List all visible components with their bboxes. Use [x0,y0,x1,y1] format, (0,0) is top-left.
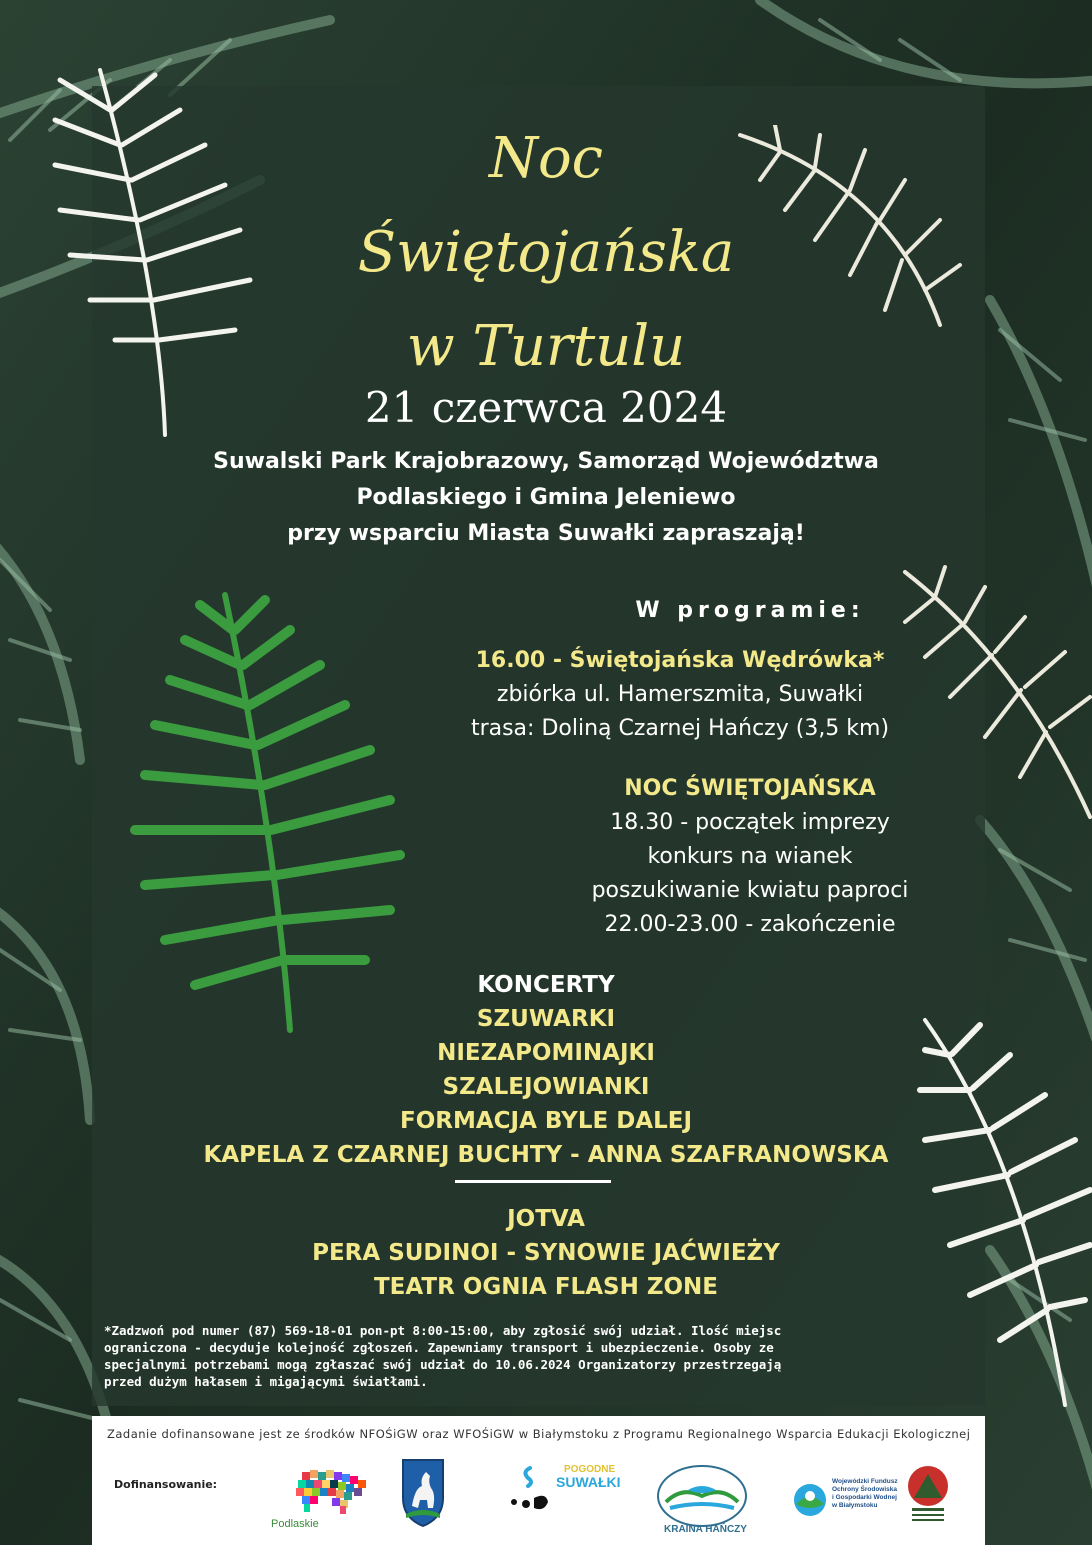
wfosigw-logo [792,1472,922,1532]
footnote-line: specjalnymi potrzebami mogą zgłaszać swój udział do 10.06.2024 Organizatorzy przestrzegają [104,1357,782,1372]
wfosigw-emblem-icon [792,1482,828,1518]
organizers-line-3: przy wsparciu Miasta Suwałki zapraszają! [287,521,805,546]
organizers-text [0,444,1092,552]
walk-meeting-point: zbiórka ul. Hamerszmita, Suwałki [496,682,864,707]
pogodne-suwalki-logo [504,1460,624,1530]
concert-item: TEATR OGNIA FLASH ZONE [373,1274,719,1300]
section-divider [455,1180,611,1183]
night-title: NOC ŚWIĘTOJAŃSKA [624,776,876,801]
cofinancing-label: Dofinansowanie: [114,1478,218,1491]
pogodne-suwalki-mark-icon [504,1464,554,1520]
kraina-hanczy-logo [652,1456,752,1544]
wfosigw-line: i Gospodarki Wodnej [832,1494,897,1501]
walk-route: trasa: Doliną Czarnej Hańczy (3,5 km) [470,716,890,741]
night-item: 18.30 - początek imprezy [610,810,890,835]
pogodne-label: POGODNE [564,1464,616,1475]
organizers-line-1: Suwalski Park Krajobrazowy, Samorząd Województwa [213,449,879,474]
coat-of-arms-icon [400,1458,446,1528]
kraina-hanczy-label: KRAINA HAŃCZY [664,1524,747,1535]
wfosigw-line: Ochrony Środowiska [832,1486,898,1493]
night-item: 22.00-23.00 - zakończenie [604,912,896,937]
night-item: konkurs na wianek [647,844,853,869]
park-emblem-icon [904,1464,952,1528]
concert-item: FORMACJA BYLE DALEJ [399,1108,693,1134]
title-line-3: w Turtulu [406,314,686,379]
night-item: poszukiwanie kwiatu paproci [591,878,909,903]
title-line-2: Świętojańska [357,220,735,285]
event-date: 21 czerwca 2024 [364,383,728,432]
concert-item: JOTVA [507,1206,585,1232]
wfosigw-line: Wojewódzki Fundusz [832,1478,898,1485]
wfosigw-text [832,1478,898,1510]
concert-item: KAPELA Z CZARNEJ BUCHTY - ANNA SZAFRANOWSKA [203,1142,889,1168]
walk-section [440,644,920,746]
concert-item: SZUWARKI [476,1006,616,1032]
walk-title: 16.00 - Świętojańska Wędrówka* [475,648,885,673]
suwalki-label: SUWAŁKI [556,1474,621,1490]
kraina-hanczy-emblem-icon [652,1456,752,1528]
night-section [540,772,960,942]
title-line-1: Noc [488,126,604,191]
organizers-line-2: Podlaskiego i Gmina Jeleniewo [356,485,736,510]
wfosigw-line: w Białymstoku [832,1502,878,1509]
registration-footnote [104,1322,954,1390]
event-title [0,112,1092,394]
footnote-line: ograniczona - decyduje kolejność zgłoszeń. Zapewniamy transport i ubezpieczenie. Osoby ze [104,1340,774,1355]
podlaskie-logo [267,1466,377,1536]
bison-mosaic-icon [292,1466,382,1514]
concerts-section-2 [0,1202,1092,1304]
concert-item: SZALEJOWIANKI [442,1074,650,1100]
footnote-line: *Zadzwoń pod numer (87) 569-18-01 pon-pt 8:00-15:00, aby zgłosić swój udział. Ilość miejsc [104,1323,782,1338]
concerts-header: KONCERTY [477,972,615,998]
concert-item: PERA SUDINOI - SYNOWIE JAĆWIEŻY [312,1240,780,1266]
footnote-line: przed dużym hałasem i migającymi światłami. [104,1374,428,1389]
program-header: W programie: [635,598,865,623]
concerts-section [0,968,1092,1172]
funding-text: Zadanie dofinansowane jest ze środków NFOŚiGW oraz WFOŚiGW w Białymstoku z Programu Regionalnego Wsparcia Edukacji Ekologicznej [107,1427,971,1441]
sponsor-footer [92,1416,985,1545]
concert-item: NIEZAPOMINAJKI [437,1040,655,1066]
podlaskie-logo-text: Podlaskie [271,1518,319,1530]
